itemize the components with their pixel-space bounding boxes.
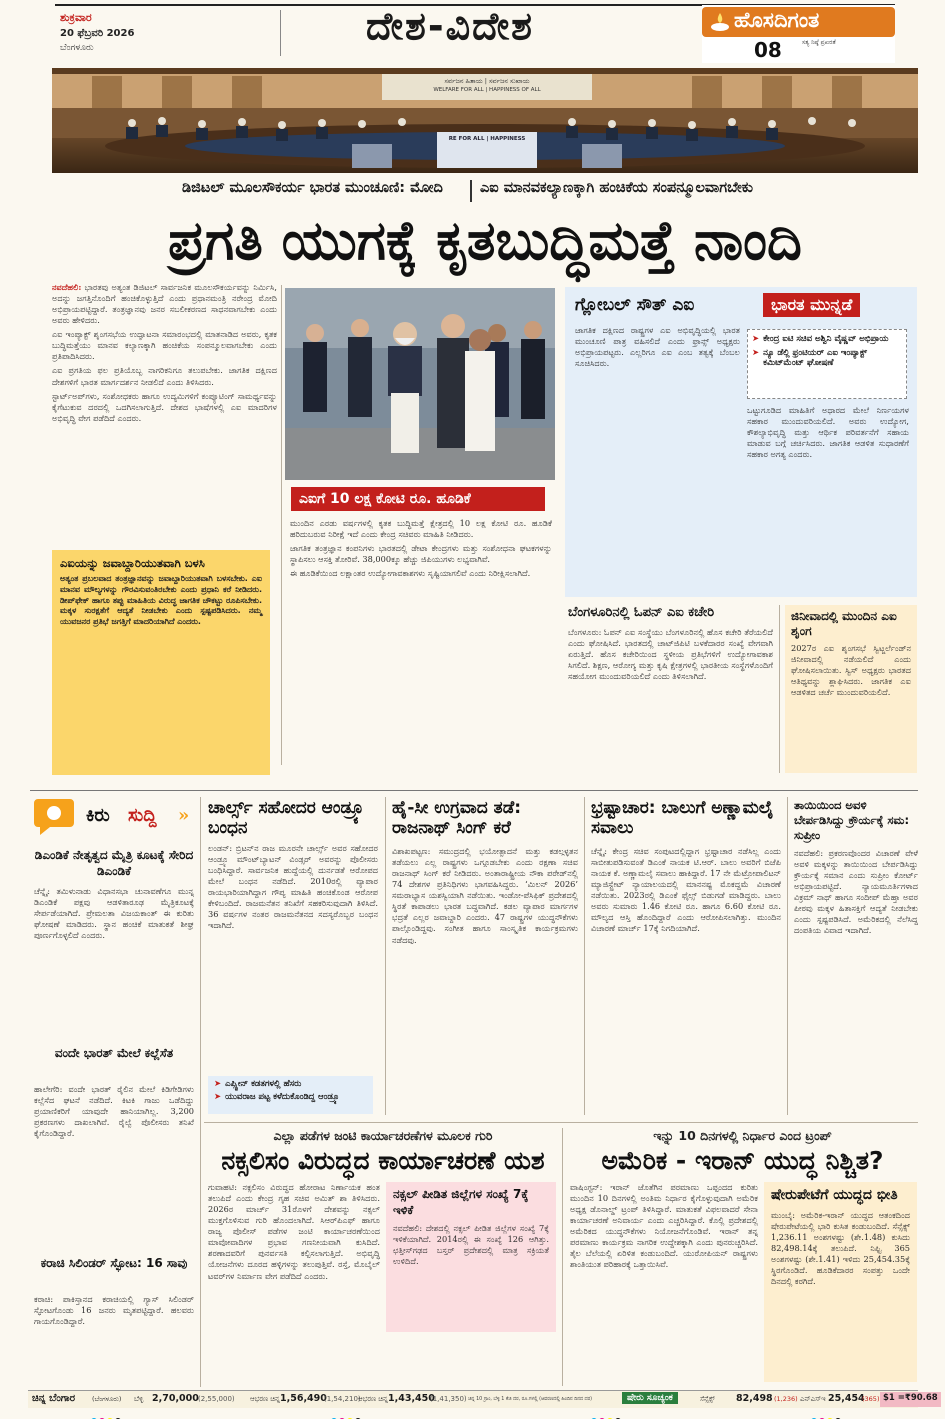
charles-note-1: ಎಪ್ಸ್ಟೀನ್‌ ಕಡತಗಳಲ್ಲಿ ಹೆಸರು <box>225 1079 302 1089</box>
ticker-gold22-label: ಆಭರಣ ಚಿನ್ನ <box>358 1395 388 1403</box>
kicker-divider <box>470 180 472 202</box>
annamalai-title: ಭ್ರಷ್ಟಾಚಾರ: ಬಾಲುಗೆ ಅಣ್ಣಾಮಲೈ ಸವಾಲು <box>591 798 774 839</box>
ticker-nifty-value: 25,454 <box>828 1393 865 1404</box>
geneva-title: ಜಿನೀವಾದಲ್ಲಿ ಮುಂದಿನ ಎಐ ಶೃಂಗ <box>791 609 897 638</box>
geneva-box <box>785 605 917 773</box>
ticker-silver-value: 2,70,000 <box>152 1393 199 1404</box>
accountable-ai-box <box>52 550 270 775</box>
stock-market-box <box>764 1182 917 1382</box>
naxal-districts-box <box>386 1182 556 1332</box>
highlight-item <box>752 334 902 344</box>
highlight-item <box>752 348 902 368</box>
charles-note <box>214 1079 367 1089</box>
column-rule <box>787 797 788 1115</box>
ticker-silver-prev: (2,55,000) <box>198 1395 235 1403</box>
paper-tagline: ಸತ್ಯ ನಿಷ್ಠೆ ಪ್ರಖರತೆ <box>802 39 836 46</box>
masthead <box>0 0 945 66</box>
global-south-body: ಜಾಗತಿಕ ದಕ್ಷಿಣದ ರಾಷ್ಟ್ರಗಳ ಎಐ ಅಭಿವೃದ್ಧಿಯಲ್ಲಿ ಭಾರತ ಮುಂಚೂಣಿ ಪಾತ್ರ ವಹಿಸಲಿದೆ ಎಂದು ಫ್ರಾನ್ಸ್ ಅಧ್ಯಕ್ಷರು ಅಭಿಪ್ರಾಯಪಟ್ಟರು. ಎಲ್ಲರಿಗೂ ಎಐ ಎಂಬ ತತ್ವಕ್ಕೆ ಬೆಂಬಲ ಸೂಚಿಸಿದರು. <box>575 325 740 369</box>
chevrons-icon: » <box>178 805 190 826</box>
ticker-gold22-value: 1,43,450 <box>388 1393 435 1404</box>
lead-kicker-row <box>52 178 918 204</box>
ticker-usd <box>880 1392 941 1407</box>
accountable-ai-body: ಅತ್ಯಂತ ಪ್ರಬಲವಾದ ತಂತ್ರಜ್ಞಾನವನ್ನು ಜವಾಬ್ದಾರಿಯುತವಾಗಿ ಬಳಸಬೇಕು. ಎಐ ಮಾನವ ಮೌಲ್ಯಗಳನ್ನು ಗೌರವಿಸುವಂತಿರಬೇಕು ಎಂದು ಪ್ರಧಾನಿ ಕರೆ ನೀಡಿದರು. ಡೀಪ್‌ಫೇಕ್ ಹಾಗೂ ತಪ್ಪು ಮಾಹಿತಿಯ ವಿರುದ್ಧ ಜಾಗತಿಕ ಚೌಕಟ್ಟು ರೂಪಿಸಬೇಕು. ಮಕ್ಕಳ ಸುರಕ್ಷತೆಗೆ ಆದ್ಯತೆ ನೀಡಬೇಕು ಎಂದು ಸ್ಪಷ್ಟಪಡಿಸಿದರು. ನಮ್ಮ ಯುವಜನರ ಪ್ರತಿಭೆ ಜಗತ್ತಿಗೆ ಮಾದರಿಯಾಗಿದೆ ಎಂದರು. <box>60 574 262 627</box>
ticker-market-label: ಷೇರು ಸೂಚ್ಯಂಕ <box>622 1392 678 1404</box>
lamp-icon <box>710 11 730 33</box>
page-number: 08 <box>754 38 782 62</box>
leaders-photo <box>285 288 555 480</box>
iran-title: ಅಮೆರಿಕ - ಇರಾನ್ ಯುದ್ಧ ನಿಶ್ಚಿತ? <box>601 1146 884 1175</box>
ticker-gold24-label: ಆಭರಣ ಚಿನ್ನ <box>250 1395 280 1403</box>
global-south-title-left: ಗ್ಲೋಬಲ್ ಸೌತ್ ಎಐ <box>575 295 695 315</box>
issue-city: ಬೆಂಗಳೂರು <box>60 43 94 53</box>
global-south-highlights <box>747 329 907 399</box>
lead-para-1: ಭಾರತವು ಅತ್ಯಂತ ಡಿಜಿಟಲ್ ಸಾರ್ವಜನಿಕ ಮೂಲಸೌಕರ್ಯವನ್ನು ನಿರ್ಮಿಸಿ, ಅದನ್ನು ಜಗತ್ತಿನೊಂದಿಗೆ ಹಂಚಿಕೊಳ್ಳುತ್ತಿದೆ ಎಂದು ಪ್ರಧಾನಮಂತ್ರಿ ನರೇಂದ್ರ ಮೋದಿ ಅಭಿಪ್ರಾಯಪಟ್ಟಿದ್ದಾರೆ. ತಂತ್ರಜ್ಞಾನವು ಜನರ ಸಬಲೀಕರಣದ ಸಾಧನವಾಗಬೇಕು ಎಂದು ಅವರು ಹೇಳಿದರು. <box>52 282 277 326</box>
global-south-body-2: ಒಟ್ಟುಗೂಡಿದ ಮಾಹಿತಿಗೆ ಅಧಾರದ ಮೇಲೆ ನಿರ್ಣಯಗಳ ಸಹಕಾರ ಮುಂದುವರಿಯಲಿದೆ. ಅವರು ಉದ್ಯೋಗ, ಕೌಶಲ್ಯಾಭಿವೃದ್ಧಿ ಮತ್ತು ಆರ್ಥಿಕ ಪರಿವರ್ತನೆಗೆ ಸಹಾಯ ಮಾಡುವ ಬಗ್ಗೆ ಚರ್ಚಿಸಿದರು. ಜಾಗತಿಕ ಆಡಳಿತ ಸುಧಾರಣೆಗೆ ಸಹಕಾರ ಅಗತ್ಯ ಎಂದರು. <box>747 405 909 460</box>
bullet-arrow-icon: ➤ <box>214 1092 222 1102</box>
issue-date: 20 ಫೆಬ್ರವರಿ 2026 <box>60 28 135 39</box>
bengaluru-office-title: ಬೆಂಗಳೂರಿನಲ್ಲಿ ಓಪನ್ ಎಐ ಕಚೇರಿ <box>568 605 715 620</box>
accountable-ai-title: ಎಐಯನ್ನು ಜವಾಬ್ದಾರಿಯುತವಾಗಿ ಬಳಸಿ <box>60 556 205 570</box>
stock-market-title: ಷೇರುಪೇಟೆಗೆ ಯುದ್ಧದ ಭೀತಿ <box>771 1187 898 1203</box>
bengaluru-office-body: ಬೆಂಗಳೂರು: ಓಪನ್ ಎಐ ಸಂಸ್ಥೆಯು ಬೆಂಗಳೂರಿನಲ್ಲಿ ಹೊಸ ಕಚೇರಿ ತೆರೆಯಲಿದೆ ಎಂದು ಘೋಷಿಸಿದೆ. ಭಾರತದಲ್ಲಿ ಚಾಟ್‌ಜಿಪಿಟಿ ಬಳಕೆದಾರರ ಸಂಖ್ಯೆ ವೇಗವಾಗಿ ಏರುತ್ತಿದೆ. ಹೊಸ ಕಚೇರಿಯಿಂದ ಸ್ಥಳೀಯ ಪ್ರತಿಭೆಗಳಿಗೆ ಉದ್ಯೋಗಾವಕಾಶ ಸಿಗಲಿದೆ. ಶಿಕ್ಷಣ, ಆರೋಗ್ಯ ಮತ್ತು ಕೃಷಿ ಕ್ಷೇತ್ರಗಳಲ್ಲಿ ಭಾರತೀಯ ಸಂಸ್ಥೆಗಳೊಂದಿಗೆ ಸಹಯೋಗ ಮುಂದುವರಿಯಲಿದೆ ಎಂದು ತಿಳಿಸಲಾಗಿದೆ. <box>568 627 773 682</box>
ticker-gold24-value: 1,56,490 <box>280 1393 327 1404</box>
stock-market-body: ಮುಂಬೈ: ಅಮೆರಿಕ-ಇರಾನ್ ಯುದ್ಧದ ಆತಂಕದಿಂದ ಷೇರುಪೇಟೆಯಲ್ಲಿ ಭಾರಿ ಕುಸಿತ ಕಂಡುಬಂದಿದೆ. ಸೆನ್ಸೆಕ್ಸ್ 1,236.11 ಅಂಶಗಳಷ್ಟು (ಶೇ.1.48) ಕುಸಿದು 82,498.14ಕ್ಕೆ ತಲುಪಿದೆ. ನಿಫ್ಟಿ 365 ಅಂಶಗಳಷ್ಟು (ಶೇ.1.41) ಇಳಿದು 25,454.35ಕ್ಕೆ ಸ್ಥಿರಗೊಂಡಿದೆ. ಹೂಡಿಕೆದಾರರ ಸಂಪತ್ತು ಒಂದೇ ದಿನದಲ್ಲಿ ಕರಗಿದೆ. <box>771 1209 910 1286</box>
bullet-arrow-icon: ➤ <box>214 1079 222 1089</box>
highlight-text-2: ನ್ಯೂ ಡೆಲ್ಲಿ ಫ್ರಂಟಿಯರ್ ಎಐ ಇಂಪ್ಯಾಕ್ಟ್ ಕಮಿಟ್‌ಮೆಂಟ್ ಘೋಷಣೆ <box>763 348 868 368</box>
brief3-title: ಕರಾಚಿ ಸಿಲಿಂಡರ್ ಸ್ಫೋಟ: 16 ಸಾವು <box>40 1256 188 1270</box>
ticker-sensex-value: 82,498 <box>736 1393 773 1404</box>
paper-name: ಹೊಸದಿಗಂತ <box>734 8 820 32</box>
stage-banner-kannada: ಸರ್ವಜನ ಹಿತಾಯ | ಸರ್ವಜನ ಸುಖಾಯ <box>444 77 530 85</box>
supreme-title: ತಾಯಿಯಿಂದ ಅವಳಿ ಬೇರ್ಪಡಿಸಿದ್ದು ಕ್ರೌರ್ಯಕ್ಕೆ ಸಮ: ಸುಪ್ರೀಂ <box>794 798 910 842</box>
investment-para-3: ಈ ಹೂಡಿಕೆಯಿಂದ ಲಕ್ಷಾಂತರ ಉದ್ಯೋಗಾವಕಾಶಗಳು ಸೃಷ್ಟಿಯಾಗಲಿವೆ ಎಂದು ನಿರೀಕ್ಷಿಸಲಾಗಿದೆ. <box>290 568 531 579</box>
brief2-title: ವಂದೇ ಭಾರತ್ ಮೇಲೆ ಕಲ್ಲೆಸೆತ <box>54 1046 174 1060</box>
ticker-gold-city: (ಬೆಂಗಳೂರು) <box>92 1395 122 1403</box>
photo-caption-investment: ಎಐಗೆ 10 ಲಕ್ಷ ಕೋಟಿ ರೂ. ಹೂಡಿಕೆ <box>291 487 545 511</box>
registration-marks <box>90 1410 850 1418</box>
column-rule <box>779 605 780 773</box>
ticker-nifty-change: (365) <box>862 1395 880 1403</box>
ticker-sensex-change: (1,236) <box>774 1395 798 1403</box>
charles-note-2: ಯುವರಾಜ ಪಟ್ಟ ಕಳೆದುಕೊಂಡಿದ್ದ ಆಂಡ್ರ್ಯೂ <box>225 1092 341 1102</box>
masthead-divider <box>280 10 281 56</box>
lead-para-2: ಎಐ ಇಂಪ್ಯಾಕ್ಟ್ ಶೃಂಗಸಭೆಯ ಉದ್ಘಾಟನಾ ಸಮಾರಂಭದಲ್ಲಿ ಮಾತನಾಡಿದ ಅವರು, ಕೃತಕ ಬುದ್ಧಿಮತ್ತೆಯು ಮಾನವ ಕಲ್ಯಾಣಕ್ಕಾಗಿ ಹಂಚಿಕೆಯ ಸಂಪನ್ಮೂಲವಾಗಬೇಕು ಎಂದು ಪ್ರತಿಪಾದಿಸಿದರು. <box>52 329 277 362</box>
charles-body: ಲಂಡನ್: ಬ್ರಿಟನ್‌ನ ರಾಜ ಮೂರನೇ ಚಾರ್ಲ್ಸ್ ಅವರ ಸಹೋದರ ಆಂಡ್ರ್ಯೂ ಮೌಂಟ್‌ಬ್ಯಾಟನ್ ವಿಂಡ್ಸರ್ ಅವರನ್ನು ಪೊಲೀಸರು ಬಂಧಿಸಿದ್ದಾರೆ. ಸಾರ್ವಜನಿಕ ಹುದ್ದೆಯಲ್ಲಿ ದುರ್ನಡತೆ ಆರೋಪದ ಮೇಲೆ ಬಂಧನ ನಡೆದಿದೆ. 2010ರಲ್ಲಿ ವ್ಯಾಪಾರ ರಾಯಭಾರಿಯಾಗಿದ್ದಾಗ ಗೌಪ್ಯ ಮಾಹಿತಿ ಹಂಚಿಕೊಂಡ ಆರೋಪ ಕೇಳಿಬಂದಿದೆ. ರಾಜಮನೆತನ ತನಿಖೆಗೆ ಸಹಕರಿಸುವುದಾಗಿ ತಿಳಿಸಿದೆ. 36 ವರ್ಷಗಳ ನಂತರ ರಾಜಮನೆತನದ ಸದಸ್ಯರೊಬ್ಬರ ಬಂಧನ ಇದಾಗಿದೆ. <box>208 843 378 931</box>
rajnath-body: ವಿಶಾಖಪಟ್ಟಣ: ಸಮುದ್ರದಲ್ಲಿ ಭಯೋತ್ಪಾದನೆ ಮತ್ತು ಕಡಲ್ಗಳ್ಳತನ ತಡೆಯಲು ಎಲ್ಲ ರಾಷ್ಟ್ರಗಳು ಒಗ್ಗೂಡಬೇಕು ಎಂದು ರಕ್ಷಣಾ ಸಚಿವ ರಾಜನಾಥ್ ಸಿಂಗ್ ಕರೆ ನೀಡಿದರು. ಅಂತಾರಾಷ್ಟ್ರೀಯ ನೌಕಾ ಪರೇಡ್‌ನಲ್ಲಿ 74 ದೇಶಗಳ ಪ್ರತಿನಿಧಿಗಳು ಭಾಗವಹಿಸಿದ್ದರು. ‘ಮಿಲನ್ 2026’ ಸಮರಾಭ್ಯಾಸ ಯಶಸ್ವಿಯಾಗಿ ನಡೆಯಿತು. ಇಂಡೋ-ಪೆಸಿಫಿಕ್ ಪ್ರದೇಶದಲ್ಲಿ ಸ್ಥಿರತೆ ಕಾಪಾಡಲು ಭಾರತ ಬದ್ಧವಾಗಿದೆ. ಕಡಲ ವ್ಯಾಪಾರ ಮಾರ್ಗಗಳ ಭದ್ರತೆ ಎಲ್ಲರ ಜವಾಬ್ದಾರಿ ಎಂದರು. 47 ರಾಷ್ಟ್ರಗಳ ಯುದ್ಧನೌಕೆಗಳು ಪಾಲ್ಗೊಂಡಿದ್ದವು. ಸಂಗೀತ ಹಾಗೂ ಸಾಂಸ್ಕೃತಿಕ ಕಾರ್ಯಕ್ರಮಗಳು ನಡೆದವು. <box>392 846 578 945</box>
lead-kicker-left: ಡಿಜಿಟಲ್ ಮೂಲಸೌಕರ್ಯ ಭಾರತ ಮುಂಚೂಣಿ: ಮೋದಿ <box>182 180 443 196</box>
section-title: ದೇಶ-ವಿದೇಶ <box>366 4 534 48</box>
naxal-districts-title: ನಕ್ಸಲ್ ಪೀಡಿತ ಜಿಲ್ಲೆಗಳ ಸಂಖ್ಯೆ 7ಕ್ಕೆ ಇಳಿಕೆ <box>393 1187 529 1217</box>
kirusuddi-header <box>32 797 190 839</box>
ticker-gold-label: ಚಿನ್ನ ಬೆಂಗಾರ <box>32 1393 76 1404</box>
ticker-gold24-prev: (1,54,210) <box>324 1395 361 1403</box>
naxal-districts-body: ನವದೆಹಲಿ: ದೇಶದಲ್ಲಿ ನಕ್ಸಲ್ ಪೀಡಿತ ಜಿಲ್ಲೆಗಳ ಸಂಖ್ಯೆ 7ಕ್ಕೆ ಇಳಿಕೆಯಾಗಿದೆ. 2014ರಲ್ಲಿ ಈ ಸಂಖ್ಯೆ 126 ಆಗಿತ್ತು. ಛತ್ತೀಸ್‌ಗಢದ ಬಸ್ತರ್ ಪ್ರದೇಶದಲ್ಲಿ ಮಾತ್ರ ಸಕ್ರಿಯತೆ ಉಳಿದಿದೆ. <box>393 1223 549 1267</box>
ticker-sensex-label: ಸೆನ್ಸೆಕ್ಸ್ <box>700 1395 715 1403</box>
issue-day: ಶುಕ್ರವಾರ <box>60 11 92 24</box>
naxal-kicker: ಎಲ್ಲಾ ಪಡೆಗಳ ಜಂಟಿ ಕಾರ್ಯಾಚರಣೆಗಳ ಮೂಲಕ ಗುರಿ <box>273 1128 493 1143</box>
global-south-title-right: ಭಾರತ ಮುನ್ನಡೆ <box>763 293 860 317</box>
highlight-text-1: ಕೇಂದ್ರ ಐಟಿ ಸಚಿವ ಅಶ್ವಿನಿ ವೈಷ್ಣವ್ ಅಭಿಪ್ರಾಯ <box>763 334 889 344</box>
geneva-body: 2027ರ ಎಐ ಶೃಂಗಸಭೆ ಸ್ವಿಟ್ಜರ್ಲೆಂಡ್‌ನ ಜಿನೀವಾದಲ್ಲಿ ನಡೆಯಲಿದೆ ಎಂದು ಘೋಷಿಸಲಾಯಿತು. ಸ್ವಿಸ್ ಅಧ್ಯಕ್ಷರು ಭಾರತದ ಆತಿಥ್ಯವನ್ನು ಶ್ಲಾಘಿಸಿದರು. ಜಾಗತಿಕ ಎಐ ಆಡಳಿತದ ಚರ್ಚೆ ಮುಂದುವರಿಯಲಿದೆ. <box>791 643 911 698</box>
lead-kicker-right: ಎಐ ಮಾನವಕಲ್ಯಾಣಕ್ಕಾಗಿ ಹಂಚಿಕೆಯ ಸಂಪನ್ಮೂಲವಾಗಬೇಕು <box>480 180 753 196</box>
brief1-title: ಡಿಎಂಡಿಕೆ ನೇತೃತ್ವದ ಮೈತ್ರಿ ಕೂಟಕ್ಕೆ ಸೇರಿದ ಡಿಎಂಡಿಕೆ <box>34 848 194 878</box>
annamalai-body: ಚೆನ್ನೈ: ಕೇಂದ್ರ ಸಚಿವ ಸಂಪುಟದಲ್ಲಿದ್ದಾಗ ಭ್ರಷ್ಟಾಚಾರ ನಡೆಸಿಲ್ಲ ಎಂದು ಸಾಬೀತುಪಡಿಸುವಂತೆ ಡಿಎಂಕೆ ನಾಯಕ ಟಿ.ಆರ್. ಬಾಲು ಅವರಿಗೆ ಬಿಜೆಪಿ ನಾಯಕ ಕೆ. ಅಣ್ಣಾಮಲೈ ಸವಾಲು ಹಾಕಿದ್ದಾರೆ. 17 ನೇ ಮೆಟ್ರೋಪಾಲಿಟನ್ ಮ್ಯಾಜಿಸ್ಟ್ರೇಟ್ ನ್ಯಾಯಾಲಯದಲ್ಲಿ ಮಾನನಷ್ಟ ಮೊಕದ್ದಮೆ ವಿಚಾರಣೆ ನಡೆಯಿತು. 2023ರಲ್ಲಿ ಡಿಎಂಕೆ ಫೈಲ್ಸ್ ಬಿಡುಗಡೆ ಮಾಡಿದ್ದರು. ಬಾಲು ಅವರು ಸುಮಾರು 1.46 ಕೋಟಿ ರೂ. ಹಾಗೂ 6.60 ಕೋಟಿ ರೂ. ಮೌಲ್ಯದ ಆಸ್ತಿ ಹೊಂದಿದ್ದಾರೆ ಎಂದು ಆರೋಪಿಸಲಾಗಿತ್ತು. ಮುಂದಿನ ವಿಚಾರಣೆ ಮಾರ್ಚ್ 17ಕ್ಕೆ ನಿಗದಿಯಾಗಿದೆ. <box>591 846 781 934</box>
naxal-body: ಗುವಾಹಟಿ: ನಕ್ಸಲಿಸಂ ವಿರುದ್ಧದ ಹೋರಾಟ ನಿರ್ಣಾಯಕ ಹಂತ ತಲುಪಿದೆ ಎಂದು ಕೇಂದ್ರ ಗೃಹ ಸಚಿವ ಅಮಿತ್ ಶಾ ತಿಳಿಸಿದರು. 2026ರ ಮಾರ್ಚ್ 31ರೊಳಗೆ ದೇಶವನ್ನು ನಕ್ಸಲ್ ಮುಕ್ತಗೊಳಿಸುವ ಗುರಿ ಹೊಂದಲಾಗಿದೆ. ಸಿಆರ್‌ಪಿಎಫ್ ಹಾಗೂ ರಾಜ್ಯ ಪೊಲೀಸ್ ಪಡೆಗಳ ಜಂಟಿ ಕಾರ್ಯಾಚರಣೆಯಿಂದ ಮಾವೋವಾದಿಗಳ ಪ್ರಭಾವ ಗಣನೀಯವಾಗಿ ಕುಸಿದಿದೆ. ಶರಣಾದವರಿಗೆ ಪುನರ್ವಸತಿ ಕಲ್ಪಿಸಲಾಗುತ್ತಿದೆ. ಅಭಿವೃದ್ಧಿ ಯೋಜನೆಗಳು ದೂರದ ಹಳ್ಳಿಗಳನ್ನು ತಲುಪುತ್ತಿವೆ. ರಸ್ತೆ, ಮೊಬೈಲ್ ಟವರ್‌ಗಳ ನಿರ್ಮಾಣ ವೇಗ ಪಡೆದಿದೆ ಎಂದರು. <box>208 1182 380 1281</box>
section-rule <box>30 790 918 791</box>
speech-bubble-icon <box>32 797 76 837</box>
ticker-nifty-label: ಎನ್‌ಎಸ್‌ಇ <box>800 1395 826 1403</box>
ticker-usd-value: ₹90.68 <box>904 1393 938 1403</box>
column-rule <box>385 797 386 1115</box>
paper-logo <box>702 5 895 63</box>
column-rule <box>562 1128 563 1386</box>
leaders-walking-illustration <box>285 288 555 480</box>
lead-para-3: ಎಐ ಪ್ರಗತಿಯ ಫಲ ಪ್ರತಿಯೊಬ್ಬ ನಾಗರಿಕನಿಗೂ ತಲುಪಬೇಕು. ಜಾಗತಿಕ ದಕ್ಷಿಣದ ದೇಶಗಳಿಗೆ ಭಾರತ ಮಾರ್ಗದರ್ಶನ ನೀಡಲಿದೆ ಎಂದು ತಿಳಿಸಿದರು. <box>52 365 277 387</box>
bullet-arrow-icon: ➤ <box>752 348 760 358</box>
investment-para-1: ಮುಂದಿನ ಎರಡು ವರ್ಷಗಳಲ್ಲಿ ಕೃತಕ ಬುದ್ಧಿಮತ್ತೆ ಕ್ಷೇತ್ರದಲ್ಲಿ 10 ಲಕ್ಷ ಕೋಟಿ ರೂ. ಹೂಡಿಕೆ ಹರಿದುಬರುವ ನಿರೀಕ್ಷೆ ಇದೆ ಎಂದು ಕೇಂದ್ರ ಸಚಿವರು ಮಾಹಿತಿ ನೀಡಿದರು. <box>290 518 552 540</box>
ticker-silver-label: ಬೆಳ್ಳಿ <box>134 1395 144 1403</box>
stage-banner-english: WELFARE FOR ALL | HAPPINESS OF ALL <box>433 87 541 93</box>
charles-title: ಚಾರ್ಲ್ಸ್ ಸಹೋದರ ಆಂಡ್ರ್ಯೂ ಬಂಧನ <box>208 798 366 839</box>
brief3-body: ಕರಾಚಿ: ಪಾಕಿಸ್ತಾನದ ಕರಾಚಿಯಲ್ಲಿ ಗ್ಯಾಸ್ ಸಿಲಿಂಡರ್ ಸ್ಫೋಟಗೊಂಡು 16 ಜನರು ಮೃತಪಟ್ಟಿದ್ದಾರೆ. ಹಲವರು ಗಾಯಗೊಂಡಿದ್ದಾರೆ. <box>34 1294 194 1327</box>
kirusuddi-label-b: ಸುದ್ದಿ <box>128 805 157 826</box>
global-south-box <box>565 287 917 597</box>
lead-headline: ಪ್ರಗತಿ ಯುಗಕ್ಕೆ ಕೃತಬುದ್ಧಿಮತ್ತೆ ನಾಂದಿ <box>168 209 802 272</box>
ticker-usd-label: $1 = <box>883 1393 905 1403</box>
supreme-body: ನವದೆಹಲಿ: ಪ್ರಕರಣವೊಂದರ ವಿಚಾರಣೆ ವೇಳೆ ಅವಳಿ ಮಕ್ಕಳನ್ನು ತಾಯಿಯಿಂದ ಬೇರ್ಪಡಿಸಿದ್ದು ಕ್ರೌರ್ಯಕ್ಕೆ ಸಮಾನ ಎಂದು ಸುಪ್ರೀಂ ಕೋರ್ಟ್ ಅಭಿಪ್ರಾಯಪಟ್ಟಿದೆ. ನ್ಯಾಯಮೂರ್ತಿಗಳಾದ ವಿಕ್ರಮ್ ನಾಥ್ ಹಾಗೂ ಸಂದೀಪ್ ಮೆಹ್ತಾ ಅವರ ಪೀಠವು ಮಕ್ಕಳ ಹಿತಾಸಕ್ತಿಗೆ ಆದ್ಯತೆ ನೀಡಬೇಕು ಎಂದು ಸ್ಪಷ್ಟಪಡಿಸಿದೆ. ಅಮೆರಿಕದಲ್ಲಿ ನೆಲೆಸಿದ್ದ ದಂಪತಿಯ ವಿವಾದ ಇದಾಗಿದೆ. <box>794 848 918 936</box>
column-rule <box>281 285 282 765</box>
summit-hall-photo <box>52 68 918 173</box>
charles-note <box>214 1092 367 1102</box>
column-rule <box>200 797 201 1387</box>
kirusuddi-label-a: ಕಿರು <box>86 805 110 826</box>
rajnath-title: ಹೈ-ಸೀ ಉಗ್ರವಾದ ತಡೆ: ರಾಜನಾಥ್ ಸಿಂಗ್ ಕರೆ <box>392 798 521 839</box>
iran-body: ವಾಷಿಂಗ್ಟನ್: ಇರಾನ್ ಜೊತೆಗಿನ ಪರಮಾಣು ಒಪ್ಪಂದದ ಕುರಿತು ಮುಂದಿನ 10 ದಿನಗಳಲ್ಲಿ ಅಂತಿಮ ನಿರ್ಧಾರ ಕೈಗೊಳ್ಳುವುದಾಗಿ ಅಮೆರಿಕ ಅಧ್ಯಕ್ಷ ಡೊನಾಲ್ಡ್ ಟ್ರಂಪ್ ತಿಳಿಸಿದ್ದಾರೆ. ಮಾತುಕತೆ ವಿಫಲವಾದರೆ ಸೇನಾ ಕಾರ್ಯಾಚರಣೆ ಅನಿವಾರ್ಯ ಎಂದು ಎಚ್ಚರಿಸಿದ್ದಾರೆ. ಕೊಲ್ಲಿ ಪ್ರದೇಶದಲ್ಲಿ ಅಮೆರಿಕದ ಯುದ್ಧನೌಕೆಗಳು ನಿಯೋಜನೆಗೊಂಡಿವೆ. ಇರಾನ್ ತನ್ನ ಪರಮಾಣು ಕಾರ್ಯಕ್ರಮ ನಾಗರಿಕ ಉದ್ದೇಶಕ್ಕಾಗಿ ಎಂದು ಪುನರುಚ್ಚರಿಸಿದೆ. ತೈಲ ಬೆಲೆಯಲ್ಲಿ ಏರಿಳಿತ ಕಂಡುಬಂದಿದೆ. ಯುರೋಪಿಯನ್ ರಾಷ್ಟ್ರಗಳು ಶಾಂತಿಯುತ ಪರಿಹಾರಕ್ಕೆ ಒತ್ತಾಯಿಸಿವೆ. <box>570 1182 758 1270</box>
ticker-gold22-prev: (1,41,350) <box>430 1395 467 1403</box>
charles-notes <box>208 1076 373 1114</box>
lead-dateline: ನವದೆಹಲಿ: <box>52 282 82 292</box>
screen-text: RE FOR ALL | HAPPINESS <box>448 136 526 142</box>
investment-para-2: ಜಾಗತಿಕ ತಂತ್ರಜ್ಞಾನ ಕಂಪನಿಗಳು ಭಾರತದಲ್ಲಿ ಡೇಟಾ ಕೇಂದ್ರಗಳು ಮತ್ತು ಸಂಶೋಧನಾ ಘಟಕಗಳನ್ನು ಸ್ಥಾಪಿಸಲು ಆಸಕ್ತಿ ತೋರಿವೆ. 38,000ಕ್ಕೂ ಹೆಚ್ಚು ಜಿಪಿಯುಗಳು ಲಭ್ಯವಾಗಿವೆ. <box>290 543 552 565</box>
lead-story-text <box>52 282 277 544</box>
lead-para-4: ಸ್ಟಾರ್ಟ್ಅಪ್‌ಗಳು, ಸಂಶೋಧಕರು ಹಾಗೂ ಉದ್ಯಮಿಗಳಿಗೆ ಕಂಪ್ಯೂಟಿಂಗ್ ಸಾಮರ್ಥ್ಯವನ್ನು ಕೈಗೆಟುಕುವ ದರದಲ್ಲಿ ಒದಗಿಸಲಾಗುತ್ತಿದೆ. ದೇಶದ ಭಾಷೆಗಳಲ್ಲಿ ಎಐ ಮಾದರಿಗಳ ಅಭಿವೃದ್ಧಿ ವೇಗ ಪಡೆದಿದೆ ಎಂದರು. <box>52 390 277 423</box>
bullet-arrow-icon: ➤ <box>752 334 760 344</box>
iran-kicker: ಇನ್ನು 10 ದಿನಗಳಲ್ಲಿ ನಿರ್ಧಾರ ಎಂದ ಟ್ರಂಪ್ <box>653 1128 832 1143</box>
price-ticker <box>28 1390 938 1408</box>
brief2-body: ಹಾಲೇಗೆರಿ: ವಂದೇ ಭಾರತ್ ರೈಲಿನ ಮೇಲೆ ಕಿಡಿಗೇಡಿಗಳು ಕಲ್ಲೆಸೆದ ಘಟನೆ ನಡೆದಿದೆ. ಕಿಟಕಿ ಗಾಜು ಒಡೆದಿದ್ದು ಪ್ರಯಾಣಿಕರಿಗೆ ಯಾವುದೇ ಹಾನಿಯಾಗಿಲ್ಲ. 3,200 ಪ್ರಕರಣಗಳು ದಾಖಲಾಗಿವೆ. ರೈಲ್ವೆ ಪೊಲೀಸರು ತನಿಖೆ ಕೈಗೊಂಡಿದ್ದಾರೆ. <box>34 1084 194 1139</box>
ticker-note: ಚಿನ್ನ 10 ಗ್ರಾಂ, ಬೆಳ್ಳಿ 1 ಕೆಜಿ ದರ, ರೂ.ಗಳಲ್ಲಿ (ಆವರಣದಲ್ಲಿ ಹಿಂದಿನ ದಿನದ ದರ) <box>468 1397 593 1402</box>
investment-story-text <box>290 518 552 770</box>
brief1-body: ಚೆನ್ನೈ: ತಮಿಳುನಾಡು ವಿಧಾನಸಭಾ ಚುನಾವಣೆಗೂ ಮುನ್ನ ಡಿಎಂಡಿಕೆ ಪಕ್ಷವು ಆಡಳಿತಾರೂಢ ಮೈತ್ರಿಕೂಟಕ್ಕೆ ಸೇರ್ಪಡೆಯಾಗಿದೆ. ಪ್ರೇಮಲತಾ ವಿಜಯಕಾಂತ್ ಈ ಕುರಿತು ಘೋಷಣೆ ಮಾಡಿದರು. ಸ್ಥಾನ ಹಂಚಿಕೆ ಮಾತುಕತೆ ಶೀಘ್ರ ಪೂರ್ಣಗೊಳ್ಳಲಿದೆ ಎಂದರು. <box>34 886 194 941</box>
section-rule <box>204 1122 918 1123</box>
column-rule <box>584 797 585 1115</box>
naxal-title: ನಕ್ಸಲಿಸಂ ವಿರುದ್ಧದ ಕಾರ್ಯಾಚರಣೆ ಯಶ <box>221 1146 545 1175</box>
